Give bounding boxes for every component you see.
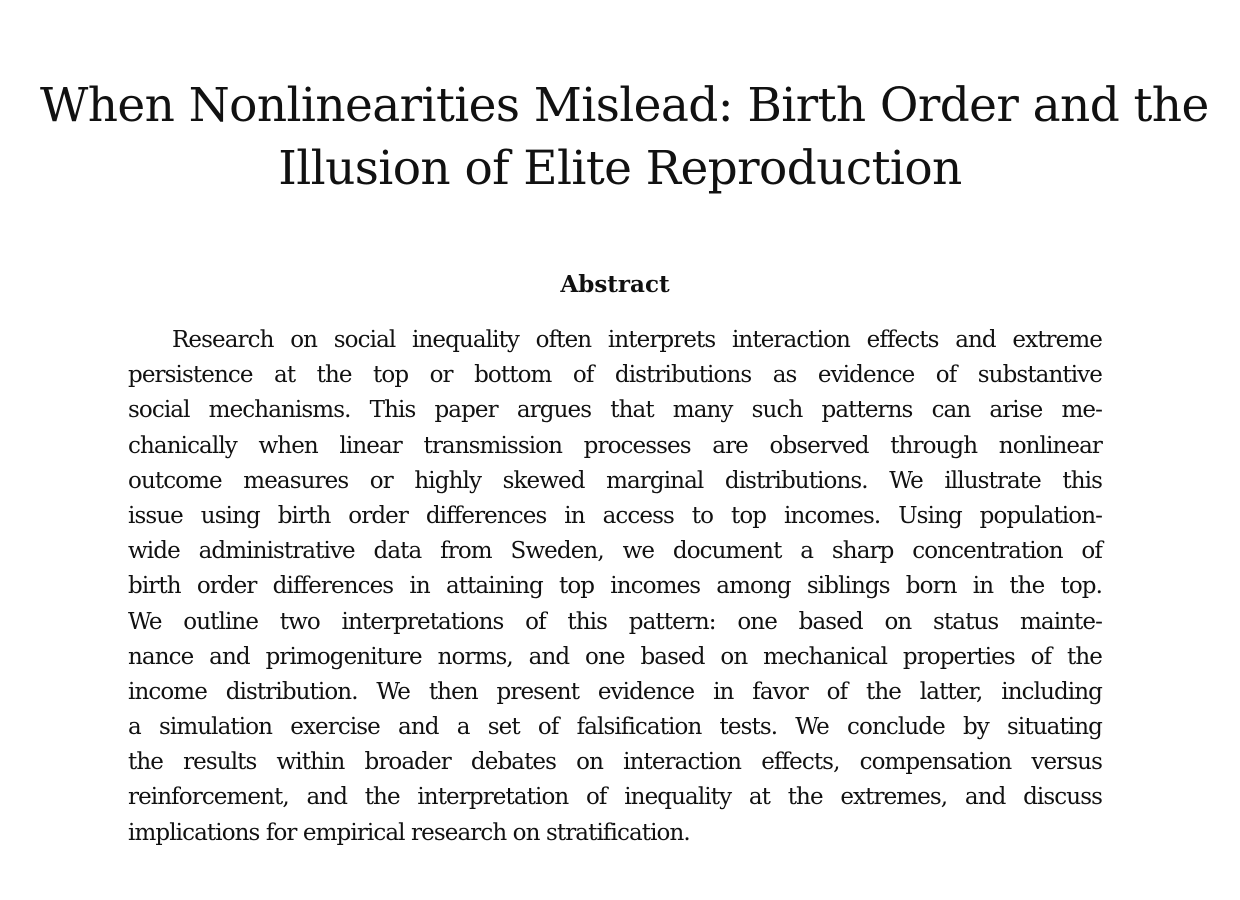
abstract-line: We outline two interpretations of this pattern: one based on status mainte-: [128, 608, 1102, 635]
abstract-line: social mechanisms. This paper argues that many such patterns can arise me-: [128, 397, 1102, 424]
abstract-line: outcome measures or highly skewed marginal distributions. We illustrate this: [128, 467, 1102, 494]
abstract-line: issue using birth order differences in access to top incomes. Using population-: [128, 502, 1102, 529]
abstract-body: [128, 323, 1102, 851]
title-line: When Nonlinearities Mislead: Birth Order and the: [40, 78, 1209, 133]
abstract-line: implications for empirical research on stratification.: [128, 819, 690, 846]
abstract-line: wide administrative data from Sweden, we document a sharp concentration of: [128, 538, 1102, 565]
abstract-heading: Abstract: [560, 271, 670, 298]
abstract-line: reinforcement, and the interpretation of inequality at the extremes, and discuss: [128, 784, 1102, 811]
abstract-line: persistence at the top or bottom of distributions as evidence of substantive: [128, 362, 1102, 389]
paper-title: [40, 74, 1209, 200]
abstract-line: Research on social inequality often interprets interaction effects and extreme: [172, 327, 1102, 353]
abstract-line: income distribution. We then present evidence in favor of the latter, including: [128, 678, 1102, 705]
title-line: Illusion of Elite Reproduction: [278, 141, 962, 196]
abstract-line: nance and primogeniture norms, and one based on mechanical properties of the: [128, 643, 1102, 670]
abstract-line: a simulation exercise and a set of falsification tests. We conclude by situating: [128, 714, 1102, 741]
abstract-line: chanically when linear transmission processes are observed through nonlinear: [128, 432, 1102, 459]
abstract-line: birth order differences in attaining top incomes among siblings born in the top.: [128, 573, 1102, 600]
abstract-line: the results within broader debates on interaction effects, compensation versus: [128, 749, 1102, 776]
